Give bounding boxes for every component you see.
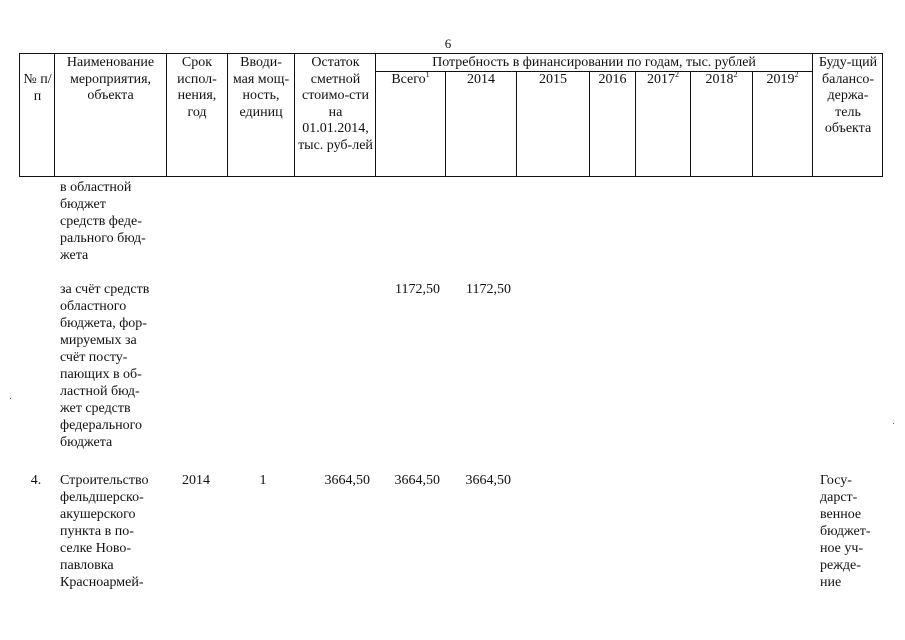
header-need: Потребность в финансировании по годам, тыс. рублей	[432, 55, 756, 70]
row-3-balance: 3664,50	[324, 473, 370, 488]
footnote-mark: 1	[425, 70, 430, 79]
header-term: Срок испол-нения, год	[177, 55, 217, 120]
scan-speck	[893, 423, 894, 424]
row-3-name: Строительство фельдшерско- акушерского пункта в по- селке Ново- павловка Красноармей-	[60, 473, 149, 590]
row-2-2014: 1172,50	[466, 282, 511, 297]
header-year-2014: 2014	[467, 72, 495, 87]
header-holder: Буду-щий балансо-держа-тель объекта	[818, 55, 878, 136]
header-no: № п/п	[23, 72, 52, 104]
header-year-2019: 2019$^2$	[766, 70, 799, 87]
header-year-2017: 2017$^2$	[647, 70, 679, 87]
header-name: Наименование мероприятия, объекта	[66, 55, 155, 103]
row-2-name: за счёт средств областного бюджета, фор- мируемых за счёт посту- пающих в об- ластной бюд- жет средств федерального бюджета	[60, 282, 150, 450]
row-3-holder: Госу- дарст- венное бюджет- ное уч- режде- ние	[820, 473, 871, 590]
header-year-2018: 2018$^2$	[705, 70, 738, 87]
header-year-2015: 2015	[539, 72, 567, 87]
row-1-name: в областной бюджет средств феде- рального бюд- жета	[60, 180, 146, 263]
row-3-term: 2014	[182, 473, 210, 488]
row-3-number: 4.	[30, 473, 42, 488]
row-3-total: 3664,50	[394, 473, 440, 488]
header-total: Всего$^1$	[391, 70, 430, 87]
scan-speck	[10, 398, 11, 399]
header-capacity: Вводи-мая мощ-ность, единиц	[232, 55, 290, 120]
row-3-2014: 3664,50	[465, 473, 511, 488]
row-3-capacity: 1	[259, 473, 267, 488]
header-year-2016: 2016	[598, 72, 627, 87]
row-2-total: 1172,50	[395, 282, 440, 297]
header-balance: Остаток сметной стоимо-сти на 01.01.2014, тыс. руб-лей	[298, 55, 373, 153]
table-header	[19, 53, 883, 177]
page-number: 6	[444, 36, 452, 51]
